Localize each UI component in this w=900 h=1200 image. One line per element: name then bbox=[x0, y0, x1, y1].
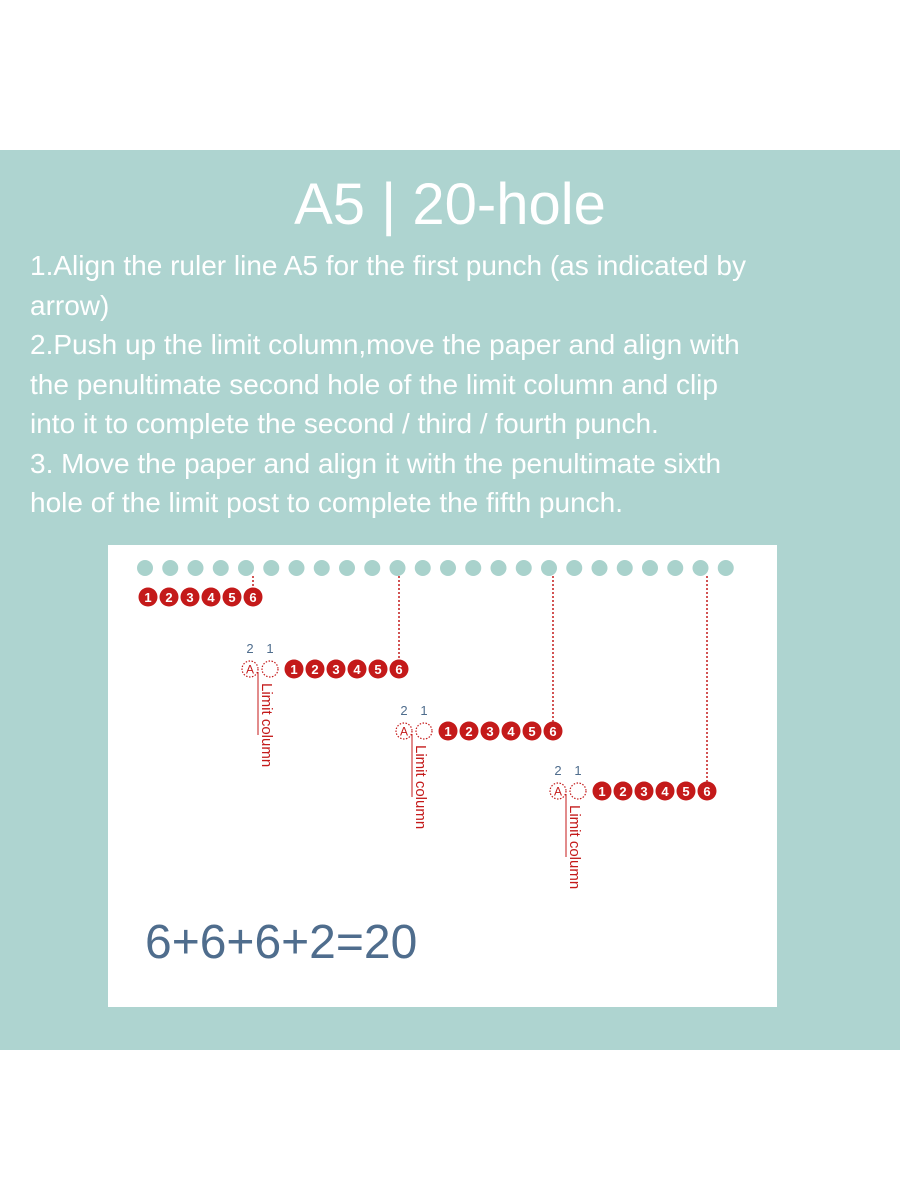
hole-dot bbox=[339, 560, 355, 576]
hole-dot bbox=[491, 560, 507, 576]
punch-number-label: 4 bbox=[353, 662, 361, 677]
hole-dot bbox=[390, 560, 406, 576]
punch-number-label: 5 bbox=[228, 590, 236, 605]
instruction-line: 2.Push up the limit column,move the paper and align with bbox=[30, 329, 740, 360]
hole-dot bbox=[541, 560, 557, 576]
instruction-line: hole of the limit post to complete the fifth punch. bbox=[30, 487, 624, 518]
punch-number-label: 3 bbox=[186, 590, 194, 605]
punch-number-label: 1 bbox=[598, 784, 606, 799]
limit-post-number: 1 bbox=[574, 763, 582, 778]
punch-number-label: 5 bbox=[374, 662, 382, 677]
punch-number-label: 6 bbox=[249, 590, 257, 605]
punch-number-label: 5 bbox=[528, 724, 536, 739]
instruction-panel bbox=[0, 150, 900, 1050]
hole-dot bbox=[592, 560, 608, 576]
hole-dot bbox=[314, 560, 330, 576]
hole-dot bbox=[213, 560, 229, 576]
punch-number-label: 1 bbox=[444, 724, 452, 739]
hole-dot bbox=[415, 560, 431, 576]
hole-dot bbox=[465, 560, 481, 576]
hole-dot bbox=[238, 560, 254, 576]
a-marker-label: A bbox=[553, 784, 563, 799]
limit-post-number: 2 bbox=[246, 641, 254, 656]
instruction-line: 3. Move the paper and align it with the penultimate sixth bbox=[30, 447, 722, 479]
instruction-line: arrow) bbox=[30, 289, 110, 321]
a-marker-label: A bbox=[245, 662, 255, 677]
instruction-line: into it to complete the second / third / fourth punch. bbox=[30, 408, 659, 439]
punch-number-label: 4 bbox=[661, 784, 669, 799]
punch-number-label: 2 bbox=[619, 784, 627, 799]
hole-dot bbox=[263, 560, 279, 576]
punch-number-label: 4 bbox=[207, 590, 215, 605]
punch-number-label: 2 bbox=[465, 724, 473, 739]
instructions-text bbox=[30, 246, 875, 523]
instruction-line: 1.Align the ruler line A5 for the first punch (as indicated by bbox=[30, 250, 746, 281]
limit-post-number: 2 bbox=[554, 763, 562, 778]
hole-dot bbox=[188, 560, 204, 576]
hole-dot bbox=[289, 560, 305, 576]
a-marker-label: A bbox=[399, 724, 409, 739]
hole-dot bbox=[617, 560, 633, 576]
punch-number-label: 3 bbox=[486, 724, 494, 739]
punch-number-label: 1 bbox=[290, 662, 298, 677]
hole-count-equation: 6+6+6+2=20 bbox=[145, 916, 418, 969]
page-title: A5 | 20-hole bbox=[294, 172, 606, 237]
punch-number-label: 2 bbox=[311, 662, 319, 677]
hole-dot bbox=[516, 560, 532, 576]
punch-number-label: 6 bbox=[395, 662, 403, 677]
limit-post-number: 1 bbox=[420, 703, 428, 718]
hole-punch-diagram bbox=[108, 545, 777, 905]
punch-number-label: 1 bbox=[144, 590, 152, 605]
hole-dot bbox=[364, 560, 380, 576]
limit-column-label: Limit column bbox=[412, 745, 429, 830]
hole-dot bbox=[667, 560, 683, 576]
hole-dot bbox=[642, 560, 658, 576]
punch-number-label: 6 bbox=[549, 724, 557, 739]
empty-post-hole bbox=[262, 661, 278, 677]
punch-number-label: 3 bbox=[332, 662, 340, 677]
limit-column-label: Limit column bbox=[258, 683, 275, 768]
punch-number-label: 4 bbox=[507, 724, 515, 739]
diagram-card bbox=[108, 545, 777, 1007]
empty-post-hole bbox=[570, 783, 586, 799]
hole-dot bbox=[718, 560, 734, 576]
hole-dot bbox=[440, 560, 456, 576]
punch-number-label: 5 bbox=[682, 784, 690, 799]
empty-post-hole bbox=[416, 723, 432, 739]
hole-dot bbox=[693, 560, 709, 576]
limit-column-label: Limit column bbox=[566, 805, 583, 890]
punch-number-label: 2 bbox=[165, 590, 173, 605]
instruction-line: the penultimate second hole of the limit column and clip bbox=[30, 368, 718, 400]
punch-number-label: 6 bbox=[703, 784, 711, 799]
hole-dot bbox=[162, 560, 178, 576]
punch-number-label: 3 bbox=[640, 784, 648, 799]
hole-dot bbox=[566, 560, 582, 576]
limit-post-number: 2 bbox=[400, 703, 408, 718]
limit-post-number: 1 bbox=[266, 641, 274, 656]
hole-dot bbox=[137, 560, 153, 576]
